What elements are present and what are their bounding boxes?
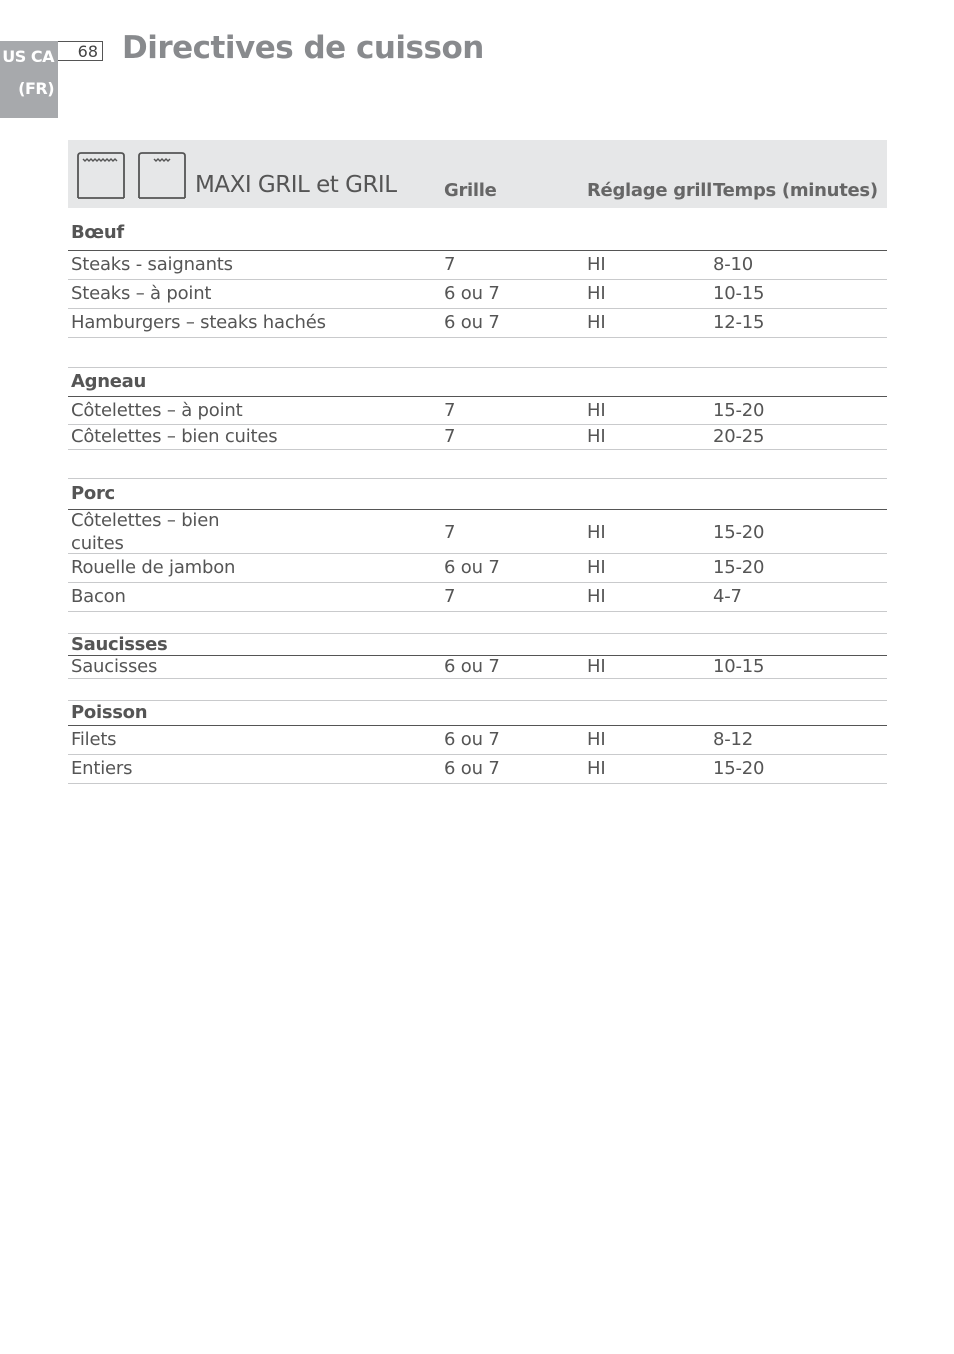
section-title-pork: Porc [68, 479, 887, 510]
table-header [68, 140, 887, 208]
cell-rack: 7 [444, 254, 456, 275]
cell-setting: HI [587, 656, 606, 677]
cell-time: 10-15 [713, 656, 765, 677]
cell-time: 15-20 [713, 758, 765, 779]
cell-food: Côtelettes – à point [71, 400, 243, 421]
table-row [68, 726, 887, 755]
cell-rack: 7 [444, 586, 456, 607]
cell-food: Bacon [71, 586, 126, 607]
table-row [68, 755, 887, 784]
column-header-time: Temps (minutes) [713, 180, 878, 201]
cell-rack: 6 ou 7 [444, 656, 500, 677]
cell-rack: 6 ou 7 [444, 283, 500, 304]
mode-title: MAXI GRIL et GRIL [195, 172, 397, 198]
region-tab-line2: (FR) [18, 79, 54, 98]
cell-food: Filets [71, 729, 117, 750]
table-row [68, 425, 887, 450]
cell-food: Rouelle de jambon [71, 557, 236, 578]
table-row [68, 251, 887, 280]
table-row [68, 397, 887, 425]
column-header-rack: Grille [444, 180, 497, 201]
cell-rack: 7 [444, 426, 456, 447]
cell-setting: HI [587, 312, 606, 333]
cell-time: 15-20 [713, 557, 765, 578]
grill-icon [138, 152, 186, 200]
cell-time: 8-12 [713, 729, 754, 750]
cell-setting: HI [587, 586, 606, 607]
section-spacer [68, 679, 887, 701]
cell-rack: 7 [444, 400, 456, 421]
cell-rack: 7 [444, 522, 456, 543]
cell-setting: HI [587, 426, 606, 447]
cell-time: 20-25 [713, 426, 765, 447]
cell-setting: HI [587, 283, 606, 304]
cell-food: Entiers [71, 758, 133, 779]
cell-rack: 6 ou 7 [444, 557, 500, 578]
cell-rack: 6 ou 7 [444, 312, 500, 333]
cell-setting: HI [587, 729, 606, 750]
cell-time: 15-20 [713, 400, 765, 421]
region-tab-line1: US CA [2, 47, 54, 66]
table-row [68, 280, 887, 309]
cell-food: Hamburgers – steaks hachés [71, 312, 326, 333]
cell-rack: 6 ou 7 [444, 758, 500, 779]
cell-setting: HI [587, 254, 606, 275]
table-row [68, 583, 887, 612]
section-title-beef: Bœuf [68, 208, 887, 251]
table-row [68, 656, 887, 679]
cell-food: Côtelettes – bien cuites [71, 426, 278, 447]
cell-time: 15-20 [713, 522, 765, 543]
cell-time: 8-10 [713, 254, 754, 275]
maxi-grill-icon [77, 152, 125, 200]
cell-food: Saucisses [71, 656, 158, 677]
cell-time: 10-15 [713, 283, 765, 304]
cell-rack: 6 ou 7 [444, 729, 500, 750]
cell-setting: HI [587, 557, 606, 578]
cell-time: 12-15 [713, 312, 765, 333]
cell-setting: HI [587, 758, 606, 779]
table-row [68, 510, 887, 554]
table-row [68, 554, 887, 583]
column-header-setting: Réglage grill [587, 180, 713, 201]
cell-setting: HI [587, 522, 606, 543]
section-title-fish: Poisson [68, 701, 887, 726]
cell-food: Steaks – à point [71, 283, 212, 304]
region-tab [0, 41, 58, 118]
section-spacer [68, 612, 887, 634]
section-spacer [68, 338, 887, 368]
cell-food: Steaks - saignants [71, 254, 233, 275]
cell-setting: HI [587, 400, 606, 421]
section-title-lamb: Agneau [68, 368, 887, 397]
section-spacer [68, 450, 887, 479]
table-row [68, 309, 887, 338]
cell-food-line2: cuites [71, 533, 124, 554]
section-title-sausages: Saucisses [68, 634, 887, 656]
cooking-table [68, 140, 887, 784]
cell-time: 4-7 [713, 586, 742, 607]
page-title: Directives de cuisson [122, 30, 484, 66]
cell-food-line1: Côtelettes – bien [71, 510, 220, 531]
page-number: 68 [58, 41, 103, 61]
